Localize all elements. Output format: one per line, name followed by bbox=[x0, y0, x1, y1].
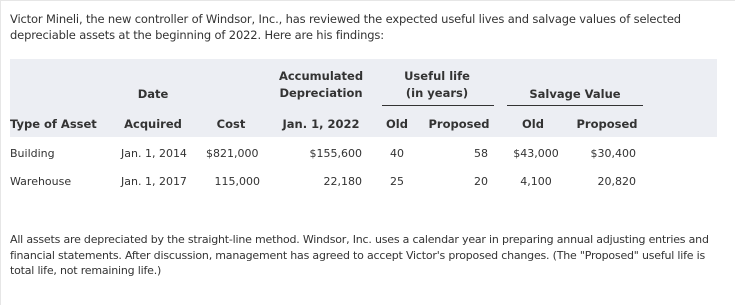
header-date: Date bbox=[137, 87, 169, 101]
colhdr-life-proposed: Proposed bbox=[428, 117, 490, 131]
row2-life-old: 25 bbox=[390, 175, 404, 188]
header-useful-life: Useful life bbox=[404, 69, 470, 83]
asset-table bbox=[10, 59, 717, 199]
colhdr-acquired: Acquired bbox=[124, 117, 182, 131]
header-salvage-value: Salvage Value bbox=[529, 87, 621, 101]
row2-salvage-old: 4,100 bbox=[520, 175, 552, 188]
colhdr-salvage-old: Old bbox=[522, 117, 544, 131]
colhdr-salvage-proposed: Proposed bbox=[576, 117, 638, 131]
header-depreciation: Depreciation bbox=[279, 86, 363, 100]
outro-paragraph: All assets are depreciated by the straight-line method. Windsor, Inc. uses a calendar year in preparing annual adjusting entries and financial statements. After discussion, management has agreed to accept Victor's proposed changes. (The "Proposed" useful life is total life, not remaining life.) bbox=[10, 233, 709, 277]
row1-salvage-proposed: $30,400 bbox=[590, 147, 636, 160]
row1-life-proposed: 58 bbox=[474, 147, 488, 160]
row2-acquired: Jan. 1, 2017 bbox=[121, 175, 187, 188]
row2-salvage-proposed: 20,820 bbox=[597, 175, 636, 188]
colhdr-jan-1-2022: Jan. 1, 2022 bbox=[282, 117, 360, 131]
row1-cost: $821,000 bbox=[206, 147, 259, 160]
rule-salvage-value bbox=[507, 105, 643, 106]
row2-life-proposed: 20 bbox=[474, 175, 488, 188]
intro-paragraph: Victor Mineli, the new controller of Windsor, Inc., has reviewed the expected useful lives and salvage values of selected depreciable assets at the beginning of 2022. Here are his findings: bbox=[10, 12, 681, 42]
row1-salvage-old: $43,000 bbox=[513, 147, 559, 160]
colhdr-life-old: Old bbox=[386, 117, 408, 131]
row2-type: Warehouse bbox=[10, 175, 72, 188]
row1-accum-depreciation: $155,600 bbox=[309, 147, 362, 160]
row1-life-old: 40 bbox=[390, 147, 404, 160]
row1-type: Building bbox=[10, 147, 55, 160]
header-accumulated: Accumulated bbox=[278, 69, 364, 83]
colhdr-type-of-asset: Type of Asset bbox=[10, 117, 97, 131]
colhdr-cost: Cost bbox=[216, 117, 246, 131]
header-in-years: (in years) bbox=[405, 86, 469, 100]
row2-cost: 115,000 bbox=[214, 175, 260, 188]
row2-accum-depreciation: 22,180 bbox=[323, 175, 362, 188]
rule-useful-life bbox=[382, 105, 494, 106]
row1-acquired: Jan. 1, 2014 bbox=[121, 147, 187, 160]
